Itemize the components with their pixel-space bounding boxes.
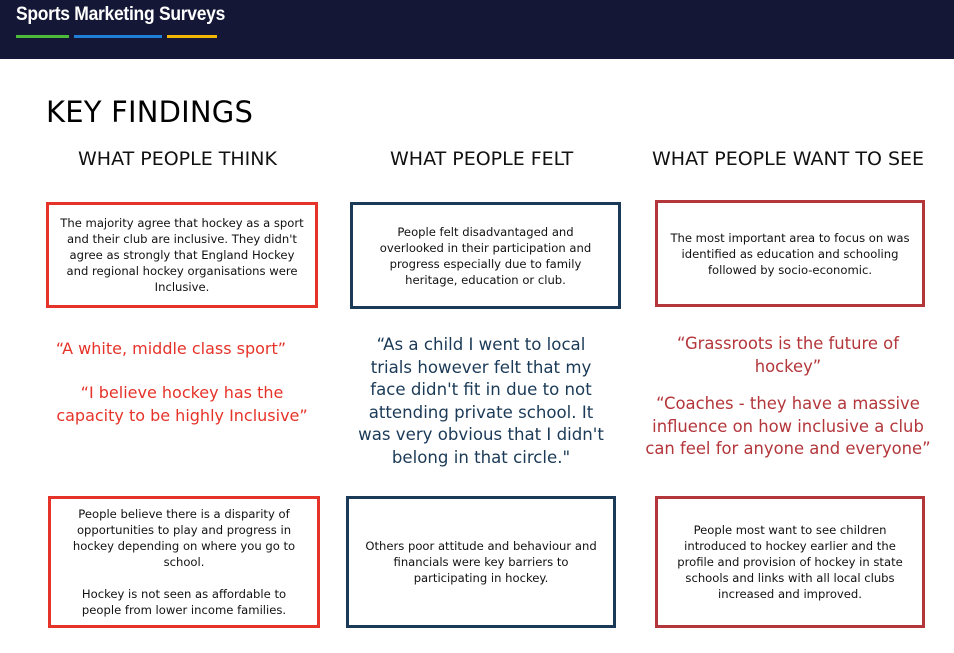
want-detail-box	[655, 496, 925, 628]
felt-quote: “As a child I went to local trials however felt that my face didn't fit in due to not attending private school. It was very obvious that I didn't belong in that circle."	[358, 335, 604, 467]
want-detail-text: People most want to see children introduced to hockey earlier and the profile and provision of hockey in state schools and links with all local clubs increased and improved.	[677, 523, 903, 601]
header-bar	[0, 0, 954, 59]
column-heading-think: WHAT PEOPLE THINK	[78, 148, 277, 170]
felt-detail-text: Others poor attitude and behaviour and financials were key barriers to participating in hockey.	[365, 539, 597, 585]
logo-color-bars	[16, 35, 216, 39]
logo-bar-green	[16, 35, 69, 38]
think-summary-box	[46, 202, 318, 308]
column-heading-want: WHAT PEOPLE WANT TO SEE	[652, 148, 925, 170]
think-detail-box	[48, 496, 320, 628]
want-summary-box	[655, 200, 925, 307]
think-quote-1: “A white, middle class sport”	[55, 339, 287, 358]
logo-bar-blue	[74, 35, 162, 38]
column-heading-felt: WHAT PEOPLE FELT	[390, 148, 574, 170]
felt-summary-box	[350, 202, 621, 309]
logo-bar-yellow	[167, 35, 217, 38]
page-title: KEY FINDINGS	[46, 95, 254, 129]
want-quote-2: “Coaches - they have a massive influence on how inclusive a club can feel for anyone and everyone”	[645, 394, 931, 458]
think-detail-text-2: Hockey is not seen as affordable to people from lower income families.	[81, 587, 287, 617]
want-summary-text: The most important area to focus on was identified as education and schooling followed by socio-economic.	[670, 230, 910, 277]
want-quote-1: “Grassroots is the future of hockey”	[677, 334, 899, 376]
think-detail-text-1: People believe there is a disparity of opportunities to play and progress in hockey depending on where you go to school.	[72, 507, 296, 569]
think-summary-text: The majority agree that hockey as a sport and their club are inclusive. They didn't agree as strongly that England Hockey and regional hockey organisations were Inclusive.	[60, 216, 304, 294]
think-quote-2: “I believe hockey has the capacity to be highly Inclusive”	[56, 383, 308, 425]
felt-summary-text: People felt disadvantaged and overlooked in their participation and progress especially due to family heritage, education or club.	[379, 224, 592, 287]
brand-logo: Sports Marketing Surveys	[16, 4, 226, 25]
felt-detail-box	[346, 496, 616, 628]
